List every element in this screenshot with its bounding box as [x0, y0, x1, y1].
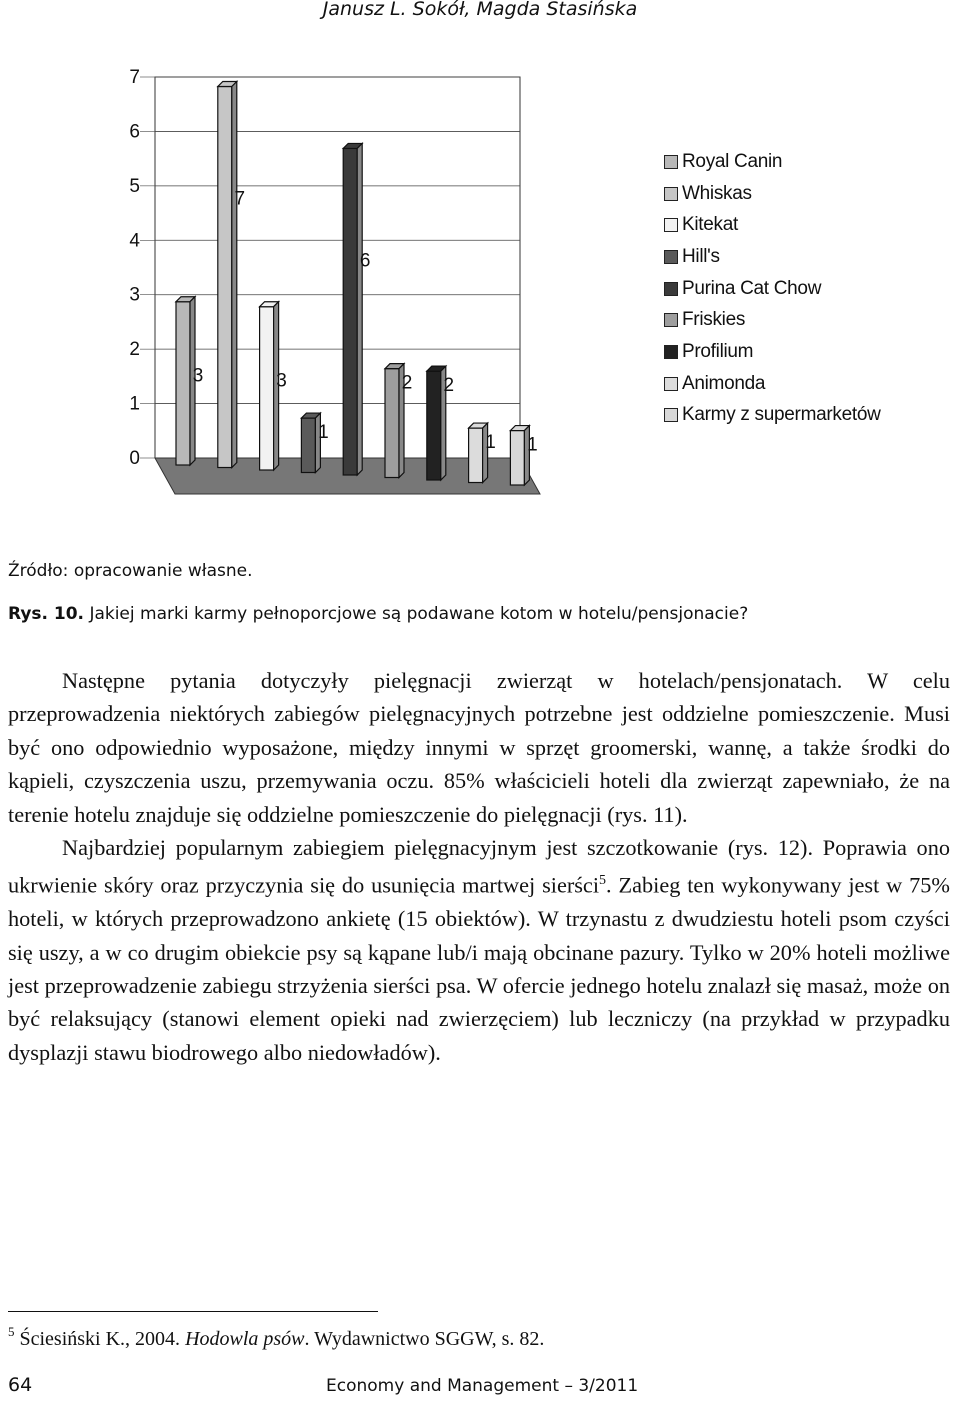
- legend-label: Purina Cat Chow: [682, 277, 822, 299]
- legend-label: Hill's: [682, 245, 720, 267]
- footnote-ref: 5: [599, 873, 607, 889]
- chart-back-wall: [155, 77, 520, 458]
- footnote-text-end: . Wydawnictwo SGGW, s. 82.: [304, 1328, 545, 1350]
- legend-label: Animonda: [682, 372, 766, 394]
- legend-item: [664, 209, 881, 241]
- caption-label: Rys. 10.: [8, 604, 85, 624]
- legend-label: Friskies: [682, 309, 746, 331]
- bar: [218, 87, 232, 468]
- legend-swatch: [664, 218, 678, 232]
- bar: [301, 418, 315, 472]
- bar-side: [357, 143, 362, 475]
- bar: [176, 302, 190, 465]
- bar: [260, 307, 274, 470]
- y-tick-label: 4: [129, 230, 140, 252]
- bar: [427, 371, 441, 480]
- y-tick-label: 3: [129, 284, 140, 306]
- bar: [343, 148, 357, 475]
- legend-label: Karmy z supermarketów: [682, 404, 881, 426]
- paragraph-1: Następne pytania dotyczyły pielęgnacji zwierząt w hotelach/pensjonatach. W celu przeprowadzenia niektórych zabiegów pielęgnacyjnych potrzebne jest oddzielne pomieszczenie. Musi być ono odpowiednio wyposażone, między innymi w sprzęt groomerski, wannę, a także środki do kąpieli, czyszczenia uszu, przemywania oczu. 85% właścicieli hoteli dla zwierząt zapewniało, że na terenie hotelu znajduje się oddzielne pomieszczenie do pielęgnacji (rys. 11).: [8, 668, 950, 827]
- legend-item: [664, 241, 881, 273]
- data-label: 7: [234, 188, 246, 210]
- figure-caption: [8, 604, 748, 624]
- legend-swatch: [664, 187, 678, 201]
- y-tick-label: 0: [129, 448, 140, 469]
- paragraph-2-start: Najbardziej popularnym zabiegiem pielęgnacyjnym jest szczotkowanie (rys. 12). Poprawia ono ukrwienie skóry oraz przyczynia się do usunięcia martwej sierści: [8, 835, 950, 898]
- chart-legend: [664, 146, 881, 431]
- legend-item: [664, 368, 881, 400]
- bar-side: [232, 82, 237, 468]
- figure-source: Źródło: opracowanie własne.: [8, 561, 253, 581]
- bar: [469, 428, 483, 482]
- legend-item: [664, 304, 881, 336]
- legend-swatch: [664, 155, 678, 169]
- legend-swatch: [664, 377, 678, 391]
- y-tick-label: 7: [129, 67, 140, 88]
- legend-item: [664, 146, 881, 178]
- footnote: [8, 1324, 544, 1351]
- legend-swatch: [664, 345, 678, 359]
- paragraph-2-end: . Zabieg ten wykonywany jest w 75% hoteli, w których przeprowadzono ankietę (15 obiektów). W trzynastu z dwudziestu hoteli psom czyści się uszy, a w co drugim obiekcie psy są kąpane lub/i mają obcinane pazury. Tylko w 20% hoteli możliwe jest przeprowadzenie zabiegu strzyżenia sierści psa. W ofercie jednego hotelu znalazł się masaż, może on być relaksujący (stanowi element opieki nad zwierzęciem) lub leczniczy (na przykład w przypadku dysplazji stawu biodrowego albo niedowładów).: [8, 872, 950, 1065]
- data-label: 3: [276, 370, 287, 392]
- y-tick-label: 6: [129, 121, 140, 143]
- data-label: 2: [401, 372, 413, 394]
- footnote-text: Ściesiński K., 2004.: [14, 1328, 186, 1350]
- data-label: 6: [359, 250, 371, 272]
- body-text: [8, 664, 950, 1069]
- legend-swatch: [664, 282, 678, 296]
- footnote-number: 5: [8, 1324, 15, 1339]
- legend-swatch: [664, 313, 678, 327]
- bar: [385, 369, 399, 478]
- legend-swatch: [664, 250, 678, 264]
- bar: [510, 431, 524, 485]
- legend-label: Profilium: [682, 340, 754, 362]
- data-label: 3: [192, 365, 204, 387]
- data-label: 1: [485, 432, 496, 454]
- running-header: Janusz L. Sokół, Magda Stasińska: [322, 0, 638, 20]
- footnote-rule: [8, 1311, 378, 1312]
- legend-label: Royal Canin: [682, 150, 783, 172]
- y-tick-label: 5: [129, 175, 140, 197]
- journal-name: Economy and Management – 3/2011: [326, 1376, 639, 1396]
- legend-item: [664, 273, 881, 305]
- legend-swatch: [664, 408, 678, 422]
- page-number: 64: [8, 1374, 33, 1396]
- y-tick-label: 1: [129, 393, 140, 415]
- data-label: 1: [527, 434, 538, 456]
- footnote-title: Hodowla psów: [185, 1328, 305, 1350]
- legend-item: [664, 336, 881, 368]
- caption-text: Jakiej marki karmy pełnoporcjowe są podawane kotom w hotelu/pensjonacie?: [89, 604, 749, 624]
- legend-item: [664, 178, 881, 210]
- data-label: 2: [443, 375, 455, 397]
- data-label: 1: [318, 422, 329, 444]
- legend-label: Kitekat: [682, 214, 738, 236]
- y-tick-label: 2: [129, 339, 140, 361]
- legend-item: [664, 400, 881, 432]
- legend-label: Whiskas: [682, 182, 752, 204]
- paragraph-2: [8, 831, 950, 1069]
